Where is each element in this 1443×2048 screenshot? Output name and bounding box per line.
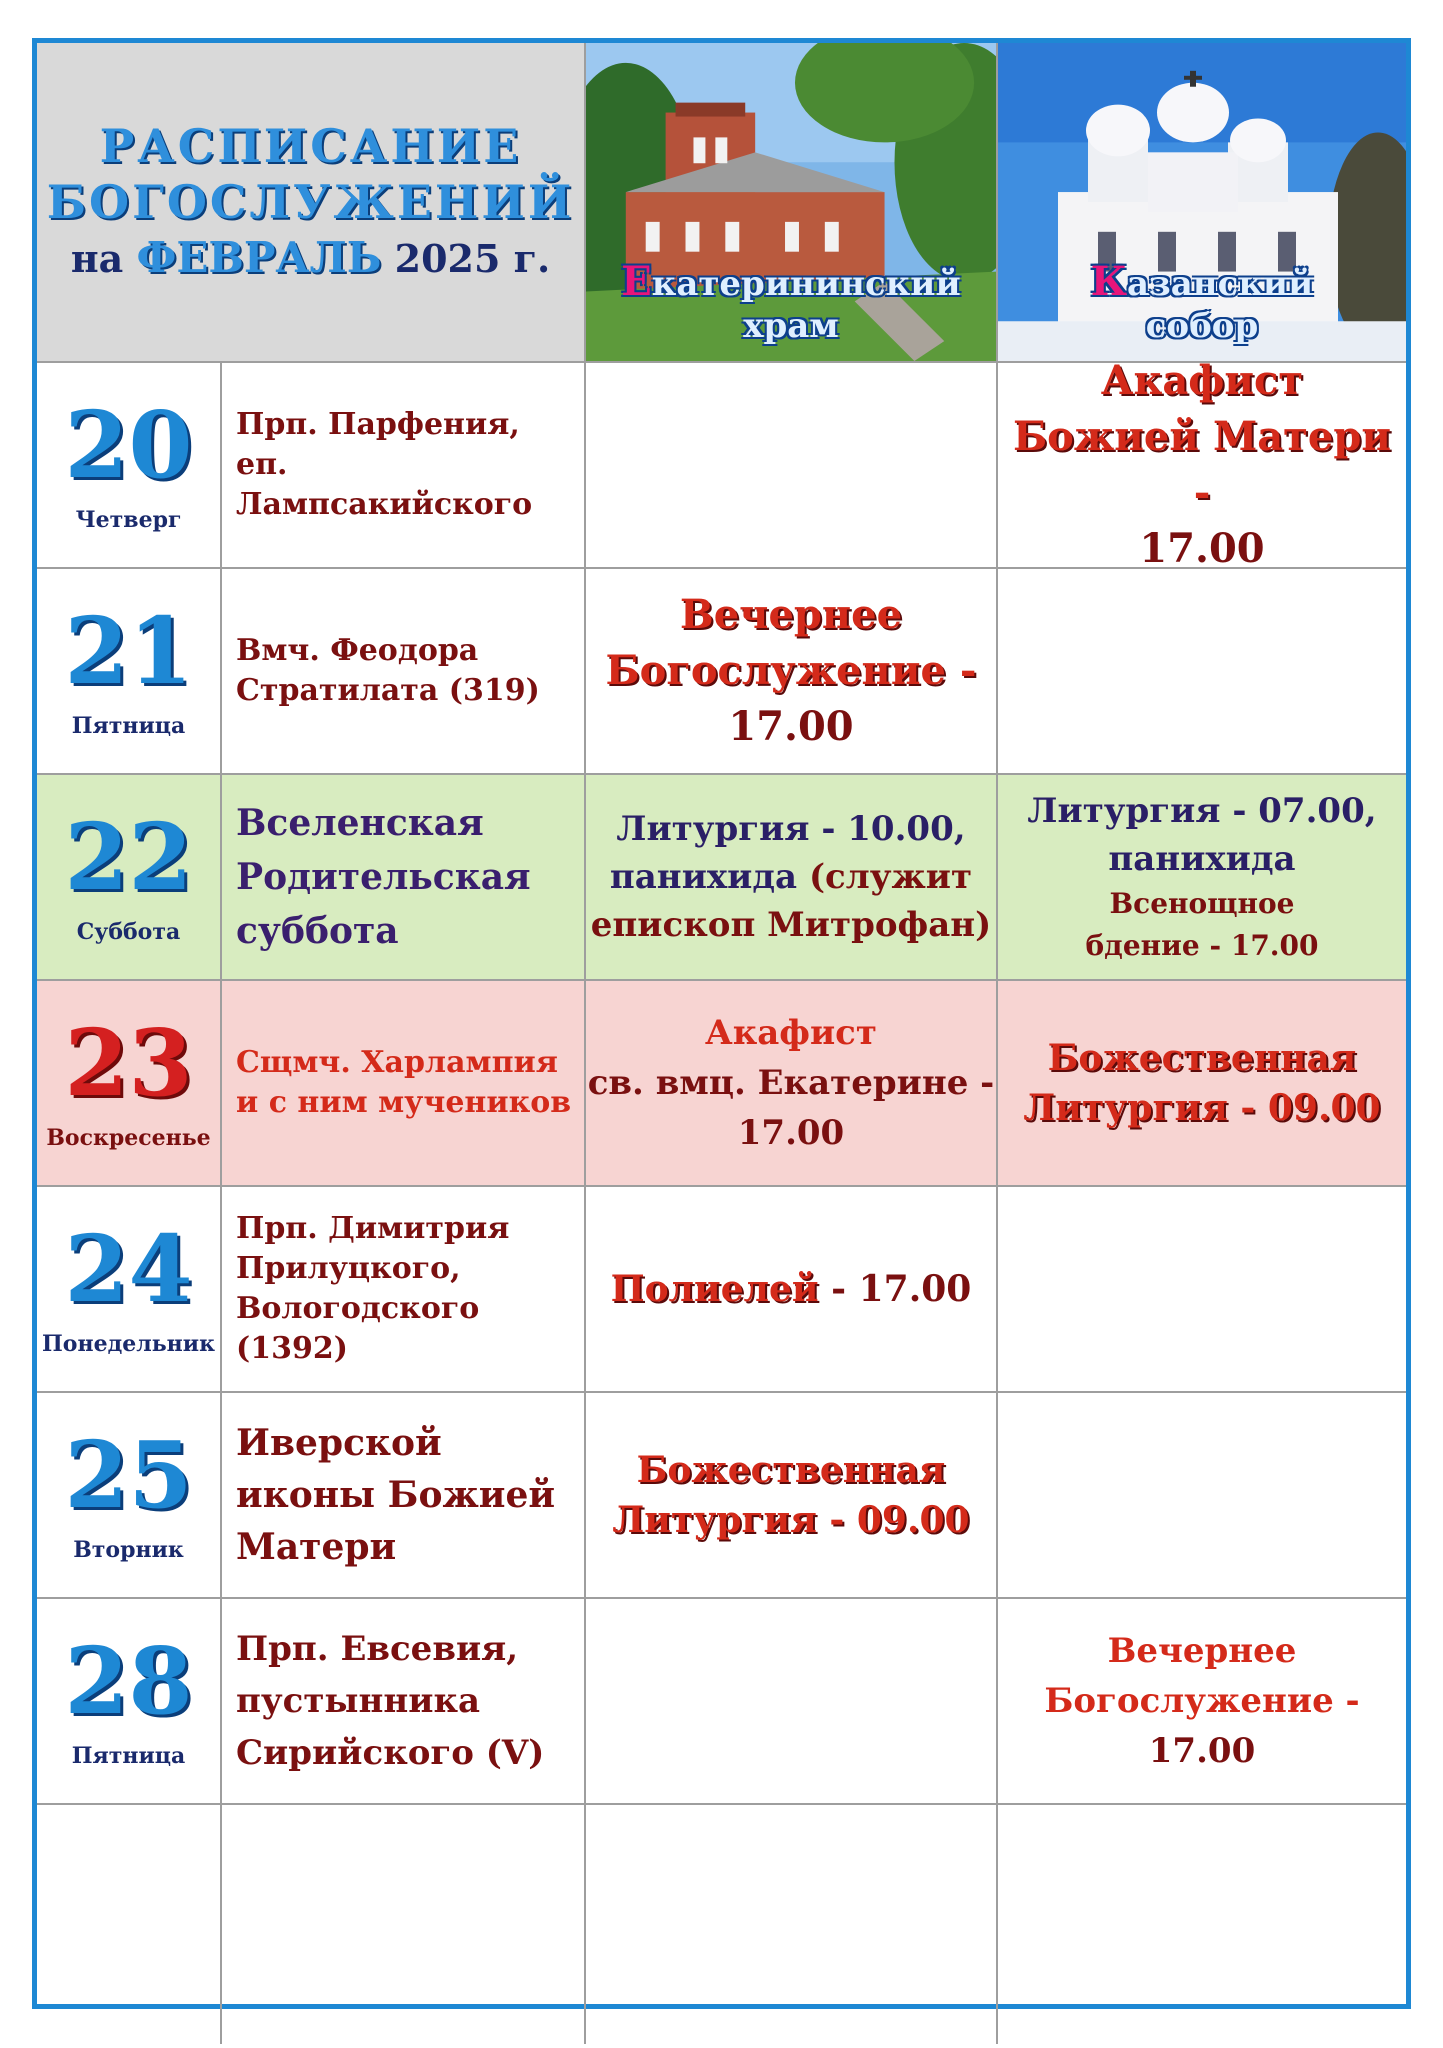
feast-line: Матери [236,1526,397,1568]
service-line [591,853,991,901]
church1-service [586,1599,998,1805]
church2-name [1090,258,1314,347]
church1-service [586,981,998,1187]
service-line: Богослужение - [1044,1681,1360,1721]
service-line: св. вмц. Екатерине - [587,1063,995,1103]
service-line: Акафист [705,1013,877,1053]
service-text [998,363,1406,569]
day-number: 22 [64,803,193,911]
schedule-title [37,43,586,363]
feast-line: суббота [236,910,399,952]
church2-name-line2: собор [1145,306,1259,346]
day-number: 28 [64,1627,193,1735]
service-text [588,1008,995,1158]
church2-header [998,43,1406,363]
church2-service [998,363,1406,569]
service-text [1044,1626,1359,1776]
service-line: Божественная [1047,1037,1357,1079]
schedule-frame [32,38,1411,2009]
weekday: Четверг [75,507,182,533]
feast-line: Иверской [236,1422,442,1464]
service-line: Божественная [636,1449,946,1491]
feast-line: Прп. Евсевия, [236,1629,519,1669]
empty-cell [998,1805,1406,2044]
service-text [1027,787,1376,967]
day-number: 23 [64,1009,193,1117]
service-line: епископ Митрофан) [590,905,992,945]
title-line-1: РАСПИСАНИЕ [99,118,522,173]
feast-cell [222,569,586,775]
weekday: Суббота [76,919,181,945]
church2-service [998,775,1406,981]
title-year: 2025 г. [394,235,551,281]
service-fragment: (служит [808,857,973,897]
feast-line: Прп. Димитрия [236,1211,510,1246]
day-number: 20 [64,391,193,499]
date-cell [37,1187,222,1393]
church1-service [586,569,998,775]
service-time: 17.00 [737,1113,845,1153]
weekday: Понедельник [42,1331,215,1357]
feast-line: Вселенская [236,802,484,844]
service-time: 17.00 [728,703,854,750]
service-line: Литургия - 10.00, [616,809,966,849]
empty-cell [37,1805,222,2044]
service-fragment: Полиелей [610,1268,819,1310]
service-time: - 17.00 [831,1268,972,1310]
service-line: Литургия - 09.00 [612,1499,970,1541]
church2-name-rest: азанский [1127,264,1314,304]
church2-service [998,569,1406,775]
title-line-2: БОГОСЛУЖЕНИЙ [46,174,575,229]
service-text [591,805,991,949]
empty-cell [222,1805,586,2044]
schedule-table [37,43,1406,2004]
service-line: Божией Матери - [1012,413,1392,516]
feast-line: Стратилата (319) [236,673,540,708]
church2-service [998,1393,1406,1599]
church2-name-capital: К [1090,258,1128,305]
church1-name-rest: катерининский [651,264,961,304]
service-time: 17.00 [1148,1731,1256,1771]
service-text [606,587,977,755]
date-cell [37,981,222,1187]
date-cell [37,569,222,775]
weekday: Вторник [73,1537,184,1563]
day-number: 24 [64,1215,193,1323]
feast-cell [222,363,586,569]
service-line: панихида [1108,839,1296,879]
feast-cell [222,1393,586,1599]
feast-line: Сирийского (V) [236,1733,545,1773]
service-line: Акафист [1100,363,1304,404]
day-number: 25 [64,1421,193,1529]
feast-line: Прилуцкого, [236,1251,461,1286]
church2-service [998,1599,1406,1805]
service-time: 17.00 [1139,525,1265,569]
church1-header [586,43,998,363]
church1-service [586,1393,998,1599]
feast-line: иконы Божией [236,1474,556,1516]
date-cell [37,1393,222,1599]
church2-service [998,1187,1406,1393]
title-month-line [71,230,550,287]
date-cell [37,1599,222,1805]
service-line: Литургия - 07.00, [1027,791,1377,831]
feast-line: Прп. Парфения, [236,407,520,442]
empty-cell [586,1805,998,2044]
service-line: Вечернее [679,591,903,638]
service-text [612,1445,969,1545]
church1-service [586,363,998,569]
church1-service [586,1187,998,1393]
feast-line: Родительская [236,856,531,898]
service-line: Вечернее [1107,1631,1297,1671]
weekday: Воскресенье [46,1125,211,1151]
church1-name-line2: храм [743,306,839,346]
feast-line: (1392) [236,1331,348,1366]
date-cell [37,363,222,569]
title-prefix: на [70,235,124,281]
service-text [611,1264,972,1314]
title-month: ФЕВРАЛЬ [136,232,382,282]
service-text [1023,1033,1380,1133]
service-line: бдение - 17.00 [1085,929,1319,962]
service-fragment: панихида [609,857,798,897]
weekday: Пятница [71,713,186,739]
service-line: Богослужение - [605,647,977,694]
feast-line: Вологодского [236,1291,480,1326]
feast-line: Вмч. Феодора [236,633,479,668]
day-number: 21 [64,597,193,705]
feast-line: еп. Лампсакийского [236,447,533,522]
weekday: Пятница [71,1743,186,1769]
feast-line: и с ним мучеников [236,1085,572,1120]
church1-name [621,258,961,347]
service-line: Всенощное [1109,887,1295,920]
feast-cell [222,1599,586,1805]
feast-line: Сщмч. Харлампия [236,1045,558,1080]
church1-service [586,775,998,981]
feast-line: пустынника [236,1681,481,1721]
feast-cell [222,775,586,981]
service-line: Литургия - 09.00 [1023,1087,1381,1129]
church1-name-capital: Е [621,258,652,305]
date-cell [37,775,222,981]
feast-cell [222,981,586,1187]
church2-service [998,981,1406,1187]
feast-cell [222,1187,586,1393]
